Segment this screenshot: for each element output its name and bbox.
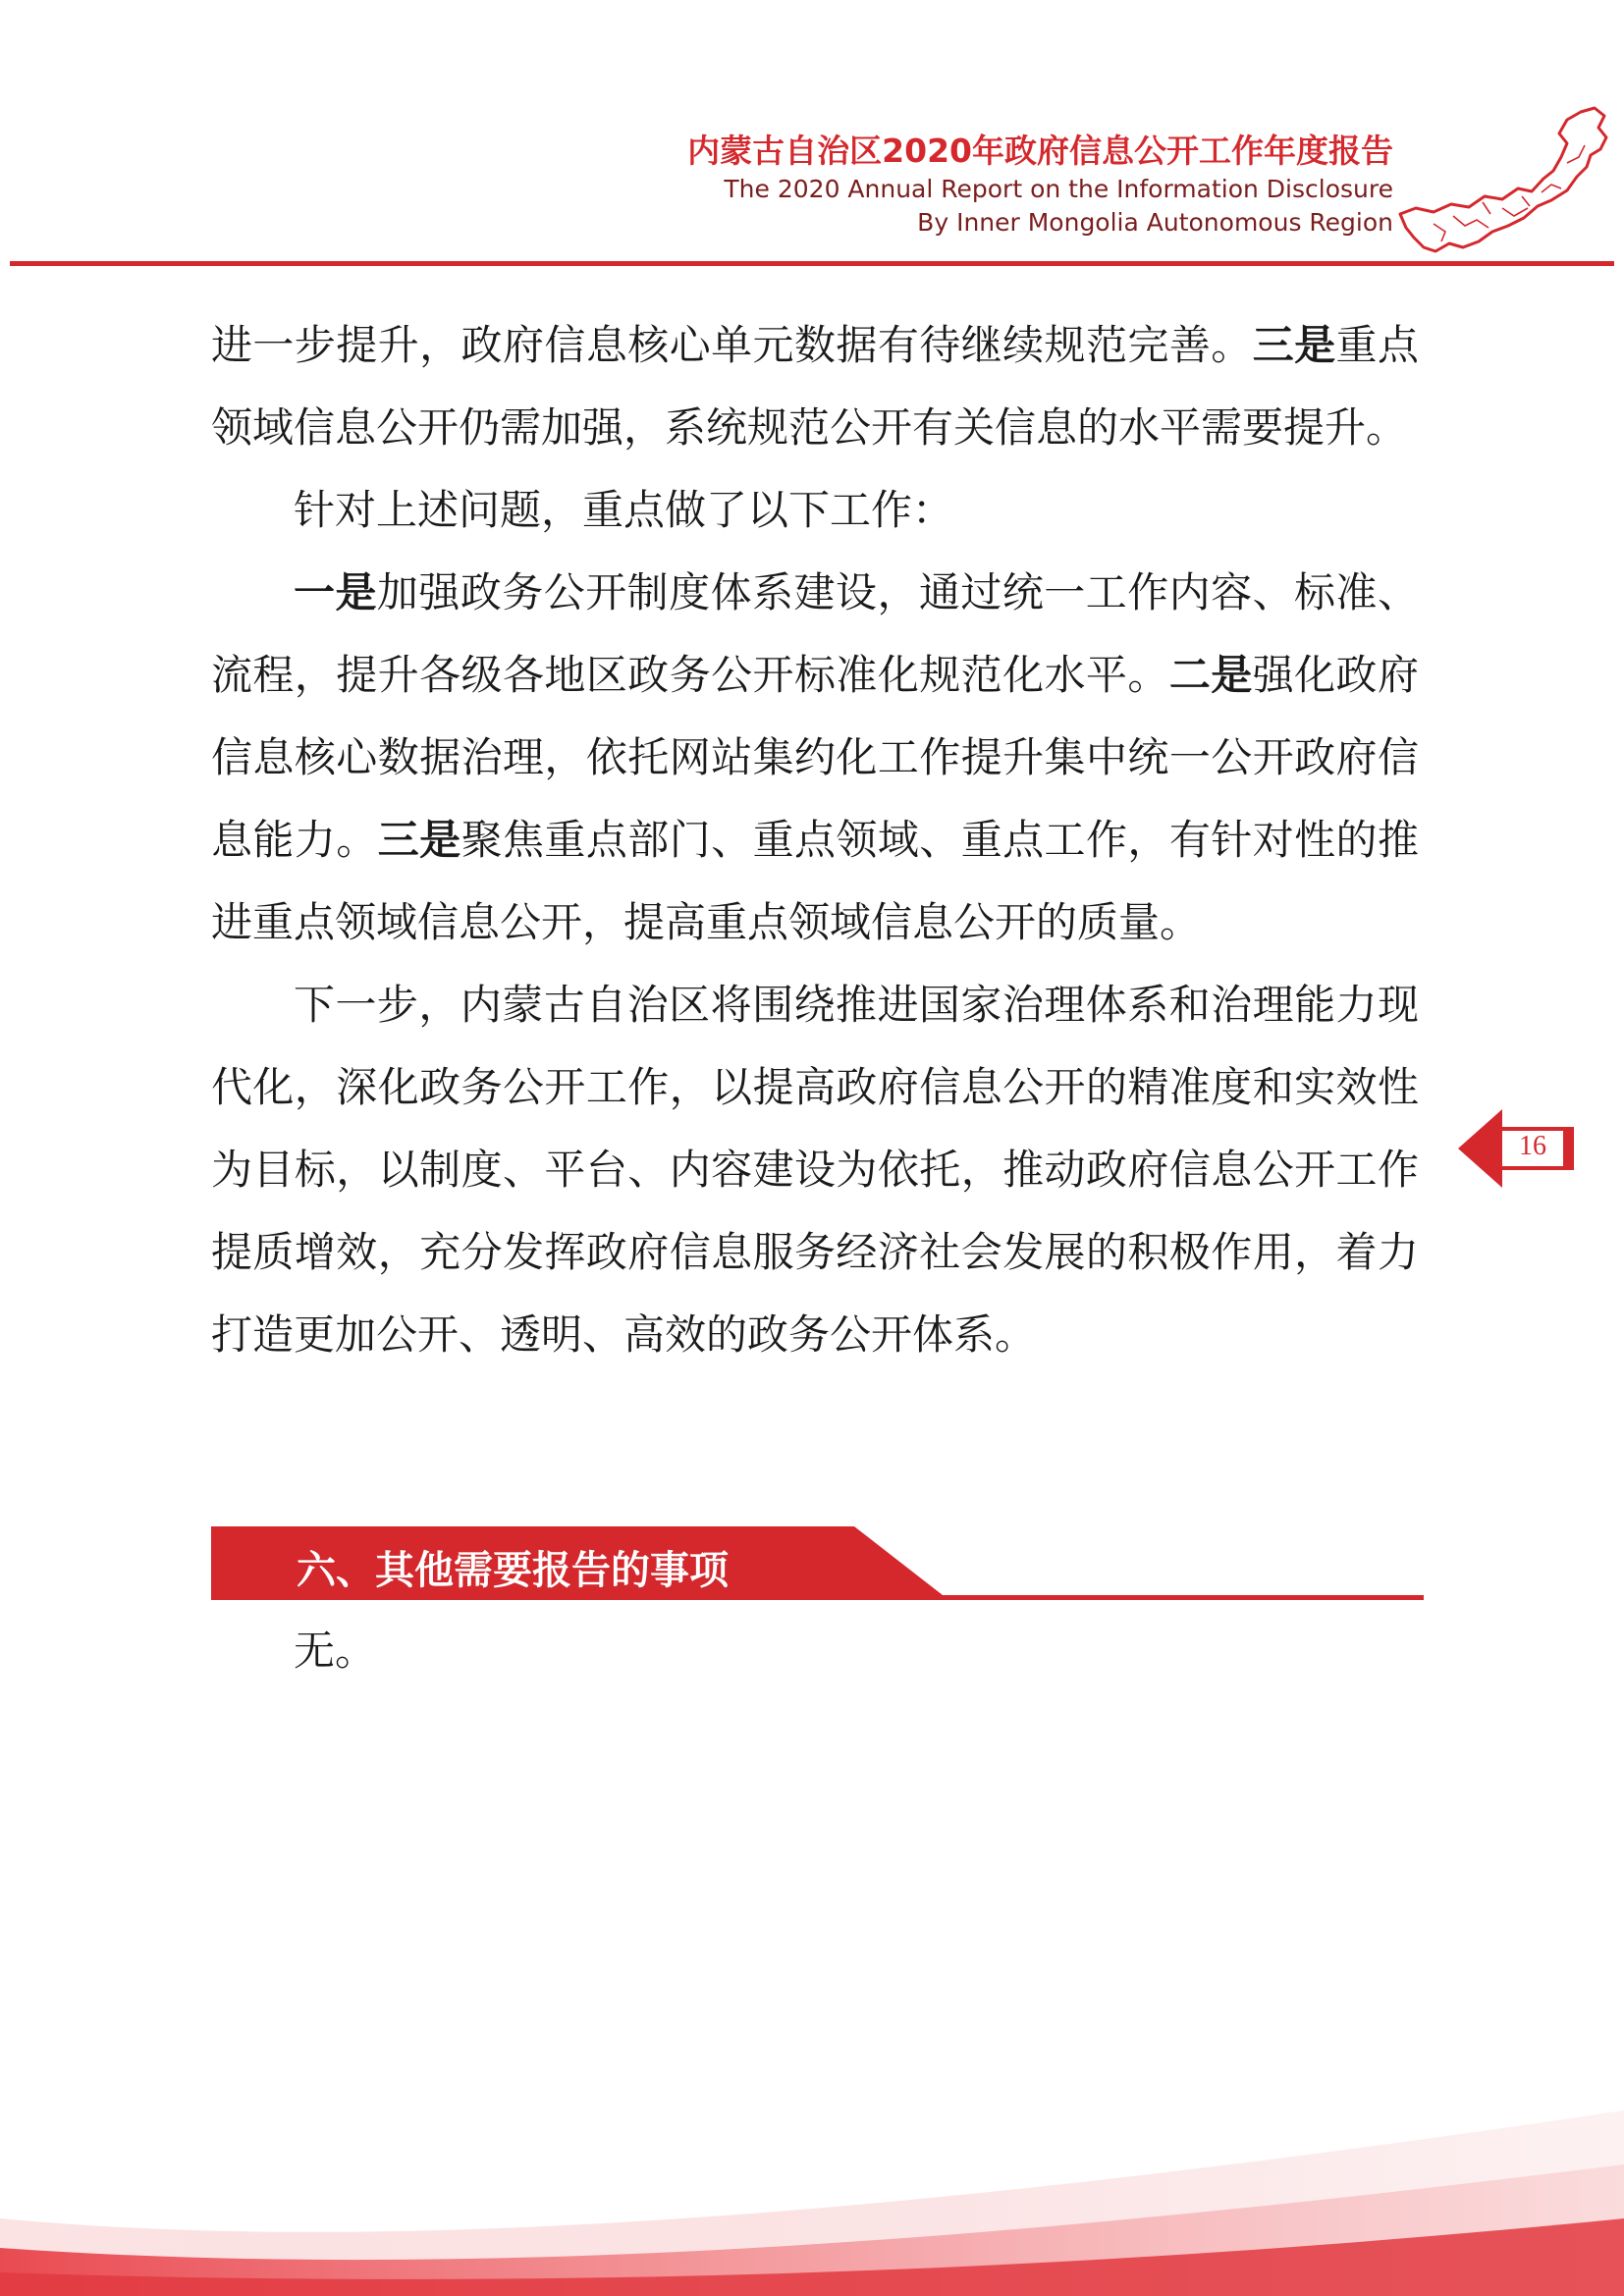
paragraph-3-text-c: 聚焦重点部门、重点领域、重点工作，有针对性的推进重点领域信息公开，提高重点领域信息公开的质量。 [211,816,1419,946]
section-title: 六、其他需要报告的事项 [297,1548,729,1593]
paragraph-3-lead-c: 三是 [377,816,461,864]
report-body [211,304,1419,1376]
paragraph-2: 针对上述问题，重点做了以下工作： [294,486,954,534]
paragraph-3-lead-a: 一是 [294,568,377,616]
paragraph-3-text-b: 强化政府信息核心数据治理，依托网站集约化工作提升集中统一公开政府信息能力。 [211,651,1419,864]
paragraph-1-text-b: 重点领域信息公开仍需加强，系统规范公开有关信息的水平需要提升。 [211,321,1419,452]
footer-decoration [0,2071,1624,2296]
page-header [0,0,1624,275]
paragraph-1 [211,304,1419,469]
section-content [211,1610,1419,1692]
paragraph-1-text-a: 进一步提升，政府信息核心单元数据有待继续规范完善。 [211,321,1253,369]
report-title-en-line2: By Inner Mongolia Autonomous Region [917,208,1393,237]
page-number: 16 [1519,1131,1546,1161]
report-title-cn: 内蒙古自治区2020年政府信息公开工作年度报告 [687,132,1393,170]
report-title-en-line1: The 2020 Annual Report on the Information Disclosure [724,175,1393,203]
paragraph-3 [211,552,1419,964]
paragraph-3-lead-b: 二是 [1168,651,1253,699]
paragraph-4: 下一步，内蒙古自治区将围绕推进国家治理体系和治理能力现代化，深化政务公开工作，以提高政府信息公开的精准度和实效性为目标，以制度、平台、内容建设为依托，推动政府信息公开工作提质增效，充分发挥政府信息服务经济社会发展的积极作用，着力打造更加公开、透明、高效的政务公开体系。 [211,981,1419,1359]
paragraph-3-text-a: 加强政务公开制度体系建设，通过统一工作内容、标准、流程，提升各级各地区政务公开标准化规范化水平。 [211,568,1419,699]
paragraph-1-lead-b: 三是 [1252,321,1336,369]
header-divider [10,261,1614,266]
section-content-text: 无。 [294,1627,377,1675]
inner-mongolia-map-icon [1394,98,1620,265]
